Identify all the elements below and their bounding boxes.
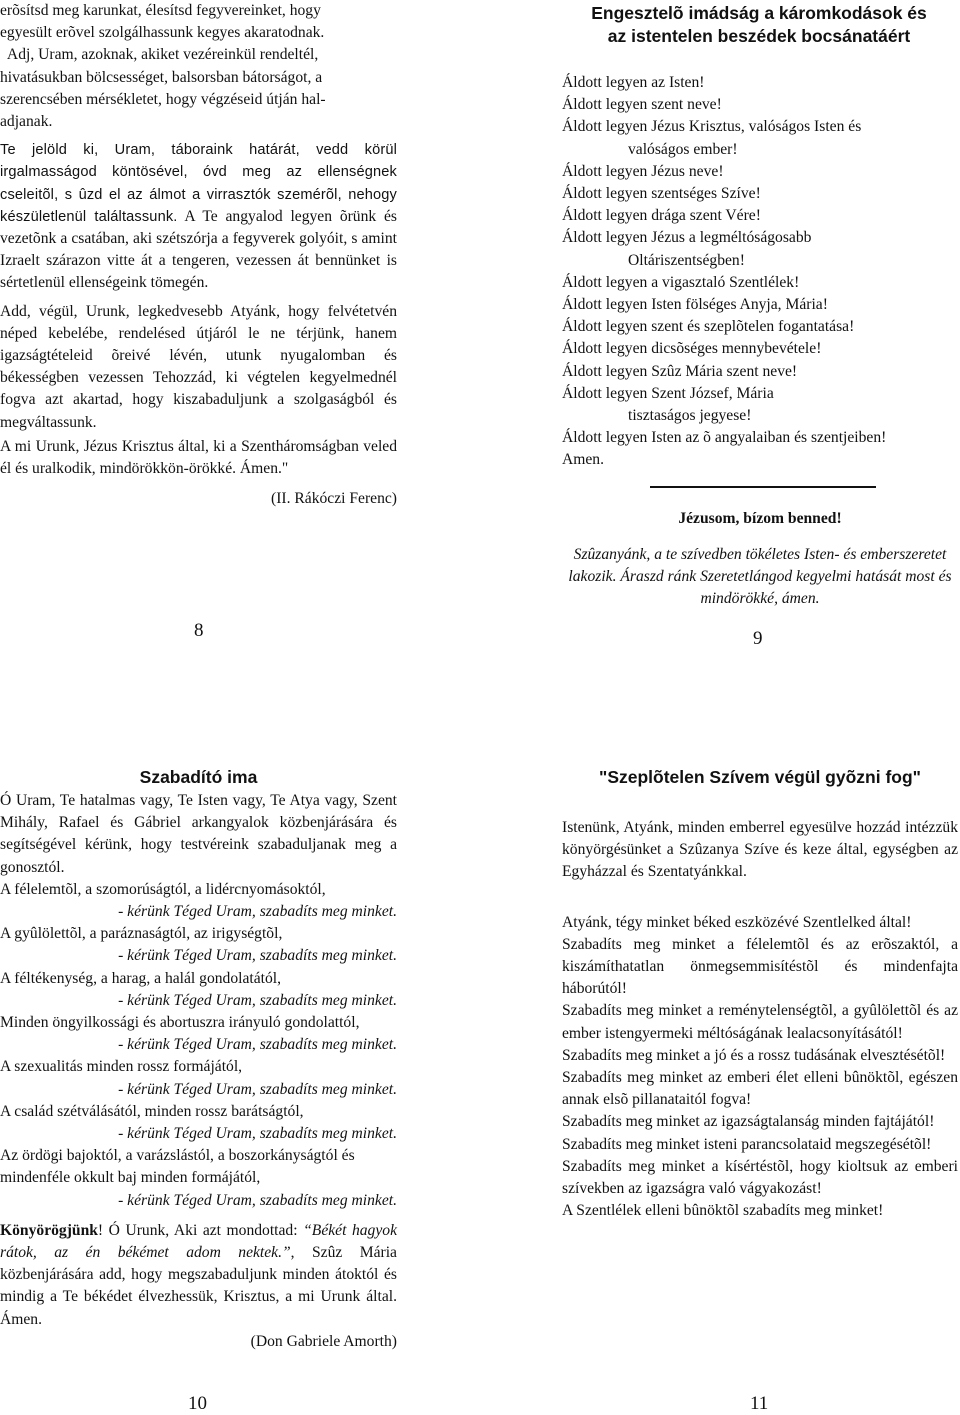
petition: A család szétválásától, minden rossz barátságtól, xyxy=(0,1102,304,1120)
page-11 xyxy=(562,766,958,1222)
paragraph-part: A mi Urunk, Jézus Krisztus által, ki a xyxy=(0,437,242,455)
page11-petitions xyxy=(562,912,958,1223)
litany-line: Áldott legyen Jézus Krisztus, valóságos Isten és xyxy=(562,118,862,136)
page11-title: "Szeplõtelen Szívem végül gyõzni fog" xyxy=(599,767,921,787)
prayer-bold-word: Könyörögjünk xyxy=(0,1221,98,1239)
page-number-10: 10 xyxy=(188,1393,207,1414)
petition-response: - kérünk Téged Uram, szabadíts meg minket. xyxy=(118,1125,397,1143)
petition-response: - kérünk Téged Uram, szabadíts meg minket. xyxy=(118,903,397,921)
page-9 xyxy=(562,0,958,610)
litany-line: Áldott legyen az Isten! xyxy=(562,74,705,91)
litany-line: Áldott legyen Szent József, Mária xyxy=(562,384,774,402)
page9-title-line: Engesztelõ imádság a káromkodások és xyxy=(591,3,927,23)
petition: A szexualitás minden rossz formájától, xyxy=(0,1058,243,1076)
page10-petitions xyxy=(0,879,397,1212)
text-line: Adj, Uram, azoknak, akiket vezéreinkül rendeltél, xyxy=(0,46,319,64)
petition: Az ördögi bajoktól, a varázslástól, a boszorkányságtól és mindenféle okkult baj minden formájától, xyxy=(0,1147,355,1187)
page10-prayer xyxy=(0,1220,397,1331)
petition-paragraph: Szabadíts meg minket az igazságtalanság minden fajtájától! xyxy=(562,1113,935,1131)
page8-paragraph-2 xyxy=(0,139,397,294)
petition-paragraph: Atyánk, tégy minket béked eszközévé Szentlelked által! xyxy=(562,913,912,931)
petition-paragraph: Szabadíts meg minket a kísértéstõl, hogy kioltsuk az emberi szívekben az igazságra való vágyakozást! xyxy=(562,1157,958,1198)
paragraph-part: Szentháromságban veled él és uralkodik, mindörökkön-örökké. Ámen." xyxy=(0,437,397,478)
prayer-text: , Szûz Mária közbenjárására add, hogy megszabaduljunk minden átoktól és mindig a Te békédet élvezhessük, Krisztus, a mi Urunk által. Ámen. xyxy=(0,1244,397,1328)
litany-line: Áldott legyen Jézus a legméltóságosabb xyxy=(562,229,812,247)
text-line: adjanak. xyxy=(0,113,53,131)
page10-author: (Don Gabriele Amorth) xyxy=(250,1332,397,1350)
petition-paragraph: Szabadíts meg minket isteni parancsolataid megszegésétõl! xyxy=(562,1135,932,1153)
page9-title-line: az istentelen beszédek bocsánatáért xyxy=(607,26,911,46)
page-8 xyxy=(0,0,397,510)
prayer-text: ! Ó Urunk, Aki azt mondottad: xyxy=(97,1221,298,1239)
litany-line: Áldott legyen Szûz Mária szent neve! xyxy=(562,362,798,380)
page-10 xyxy=(0,766,397,1353)
text-line: erõsítsd meg karunkat, élesítsd fegyvereinket, hogy xyxy=(0,2,321,19)
page8-paragraph-3: Add, végül, Urunk, legkedvesebb Atyánk, hogy felvétetvén néped kebelébe, rendelésed útjáról le ne térjünk, hanem igazságtételeid õreivé lévén, utunk nyugalomban és békességben vezessen Tehozzád, ki végtelen kegyelmednél fogva azt akartad, hogy kiszabaduljunk a szolgaságból és megváltassunk. xyxy=(0,302,397,431)
page8-author: (II. Rákóczi Ferenc) xyxy=(271,490,397,508)
litany-line: tisztaságos jegyese! xyxy=(628,407,752,425)
petition: A gyûlölettõl, a paráznaságtól, az irigységtõl, xyxy=(0,925,283,943)
text-line: hivatásukban bölcsességet, balsorsban bátorságot, a xyxy=(0,68,323,86)
paragraph-serif-part: A Te angyalod legyen õrünk és vezetõnk a csatában, aki szétszórja a fegyverek golyóit, s amint Izraelt szárazon vitte át a tengeren, vezessen át bennünket is sértetlenül ellenségeink tömegén. xyxy=(0,207,397,292)
litany-line: Áldott legyen Jézus neve! xyxy=(562,162,724,180)
litany-line: Áldott legyen drága szent Vére! xyxy=(562,207,761,225)
page10-title: Szabadító ima xyxy=(139,767,258,787)
page-number-9: 9 xyxy=(753,628,763,649)
petition-response: - kérünk Téged Uram, szabadíts meg minket. xyxy=(118,991,397,1009)
page10-intro: Ó Uram, Te hatalmas vagy, Te Isten vagy, Te Atya vagy, Szent Mihály, Rafael és Gábriel arkangyalok közbenjárására és segítségével kérünk, hogy testvéreink szabaduljanak meg a gonosztól. xyxy=(0,792,397,876)
litany-line: Áldott legyen dicsõséges mennybevétele! xyxy=(562,340,822,358)
litany-line: Amen. xyxy=(562,451,605,469)
litany-line: Áldott legyen a vigasztaló Szentlélek! xyxy=(562,273,800,291)
litany-line: Áldott legyen Isten fölséges Anyja, Mária! xyxy=(562,296,828,314)
page9-italic-prayer: Szûzanyánk, a te szívedben tökéletes Isten- és emberszeretet lakozik. Áraszd ránk Szeretetlángod kegyelmi hatását most és mindörökké, ámen. xyxy=(568,545,952,608)
litany-line: Áldott legyen szent neve! xyxy=(562,96,722,114)
page-number-11: 11 xyxy=(750,1393,769,1414)
petition-response: - kérünk Téged Uram, szabadíts meg minket. xyxy=(118,1191,397,1209)
page9-closing: Jézusom, bízom benned! xyxy=(678,509,842,527)
page9-litany xyxy=(562,72,958,472)
page8-opening-lines xyxy=(0,0,397,133)
litany-line: Áldott legyen szentséges Szíve! xyxy=(562,185,761,203)
litany-line: Oltáriszentségben! xyxy=(628,251,745,269)
petition-response: - kérünk Téged Uram, szabadíts meg minket. xyxy=(118,1080,397,1098)
prayer-quote: “Békét hagyok rátok, az én békémet adom nektek.” xyxy=(0,1221,397,1262)
page-number-8: 8 xyxy=(194,620,204,641)
petition-response: - kérünk Téged Uram, szabadíts meg minket. xyxy=(118,947,397,965)
petition: A félelemtõl, a szomorúságtól, a lidércnyomásoktól, xyxy=(0,880,326,898)
petition-paragraph: Szabadíts meg minket az emberi élet elleni bûnöktõl, egészen annak elsõ pillanataitól fogva! xyxy=(562,1069,958,1109)
petition-paragraph: Szabadíts meg minket a reménytelenségtõl, a gyûlölettõl és az ember istengyermeki méltóságának lealacsonyításától! xyxy=(562,1002,958,1042)
paragraph-sans-part: Te jelöld ki, Uram, táboraink határát, vedd körül irgalmasságod köntösével, óvd meg az ellenségnek cseleitõl, s ûzd el az álmot a virrasztók szemérõl, nehogy készületlenül találtassunk. xyxy=(0,142,397,225)
litany-line: Áldott legyen Isten az õ angyalaiban és szentjeiben! xyxy=(562,429,887,447)
text-line: egyesült erõvel szolgálhassunk kegyes akaratodnak. xyxy=(0,24,325,42)
petition-paragraph: Szabadíts meg minket a félelemtõl és az erõszaktól, a kiszámíthatatlan önmegsemmisítéstõl és mindenfajta háborútól! xyxy=(562,935,958,998)
page8-paragraph-4 xyxy=(0,436,397,480)
petition-response: - kérünk Téged Uram, szabadíts meg minket. xyxy=(118,1036,397,1054)
petition-paragraph: A Szentlélek elleni bûnöktõl szabadíts meg minket! xyxy=(562,1202,884,1220)
petition: A féltékenység, a harag, a halál gondolatától, xyxy=(0,969,282,987)
petition: Minden öngyilkossági és abortuszra irányuló gondolattól, xyxy=(0,1014,360,1032)
litany-line: Áldott legyen szent és szeplõtelen fogantatása! xyxy=(562,318,855,336)
litany-line: valóságos ember! xyxy=(628,140,738,158)
text-line: szerencsében mérsékletet, hogy végzéseid útján hal- xyxy=(0,90,326,108)
petition-paragraph: Szabadíts meg minket a jó és a rossz tudásának elvesztésétõl! xyxy=(562,1046,946,1064)
page11-intro: Istenünk, Atyánk, minden emberrel egyesülve hozzád intézzük könyörgésünket a Szûzanya Szíve és keze által, egységben az Egyházzal és Szentatyánkkal. xyxy=(562,819,958,881)
divider-line xyxy=(650,486,876,488)
